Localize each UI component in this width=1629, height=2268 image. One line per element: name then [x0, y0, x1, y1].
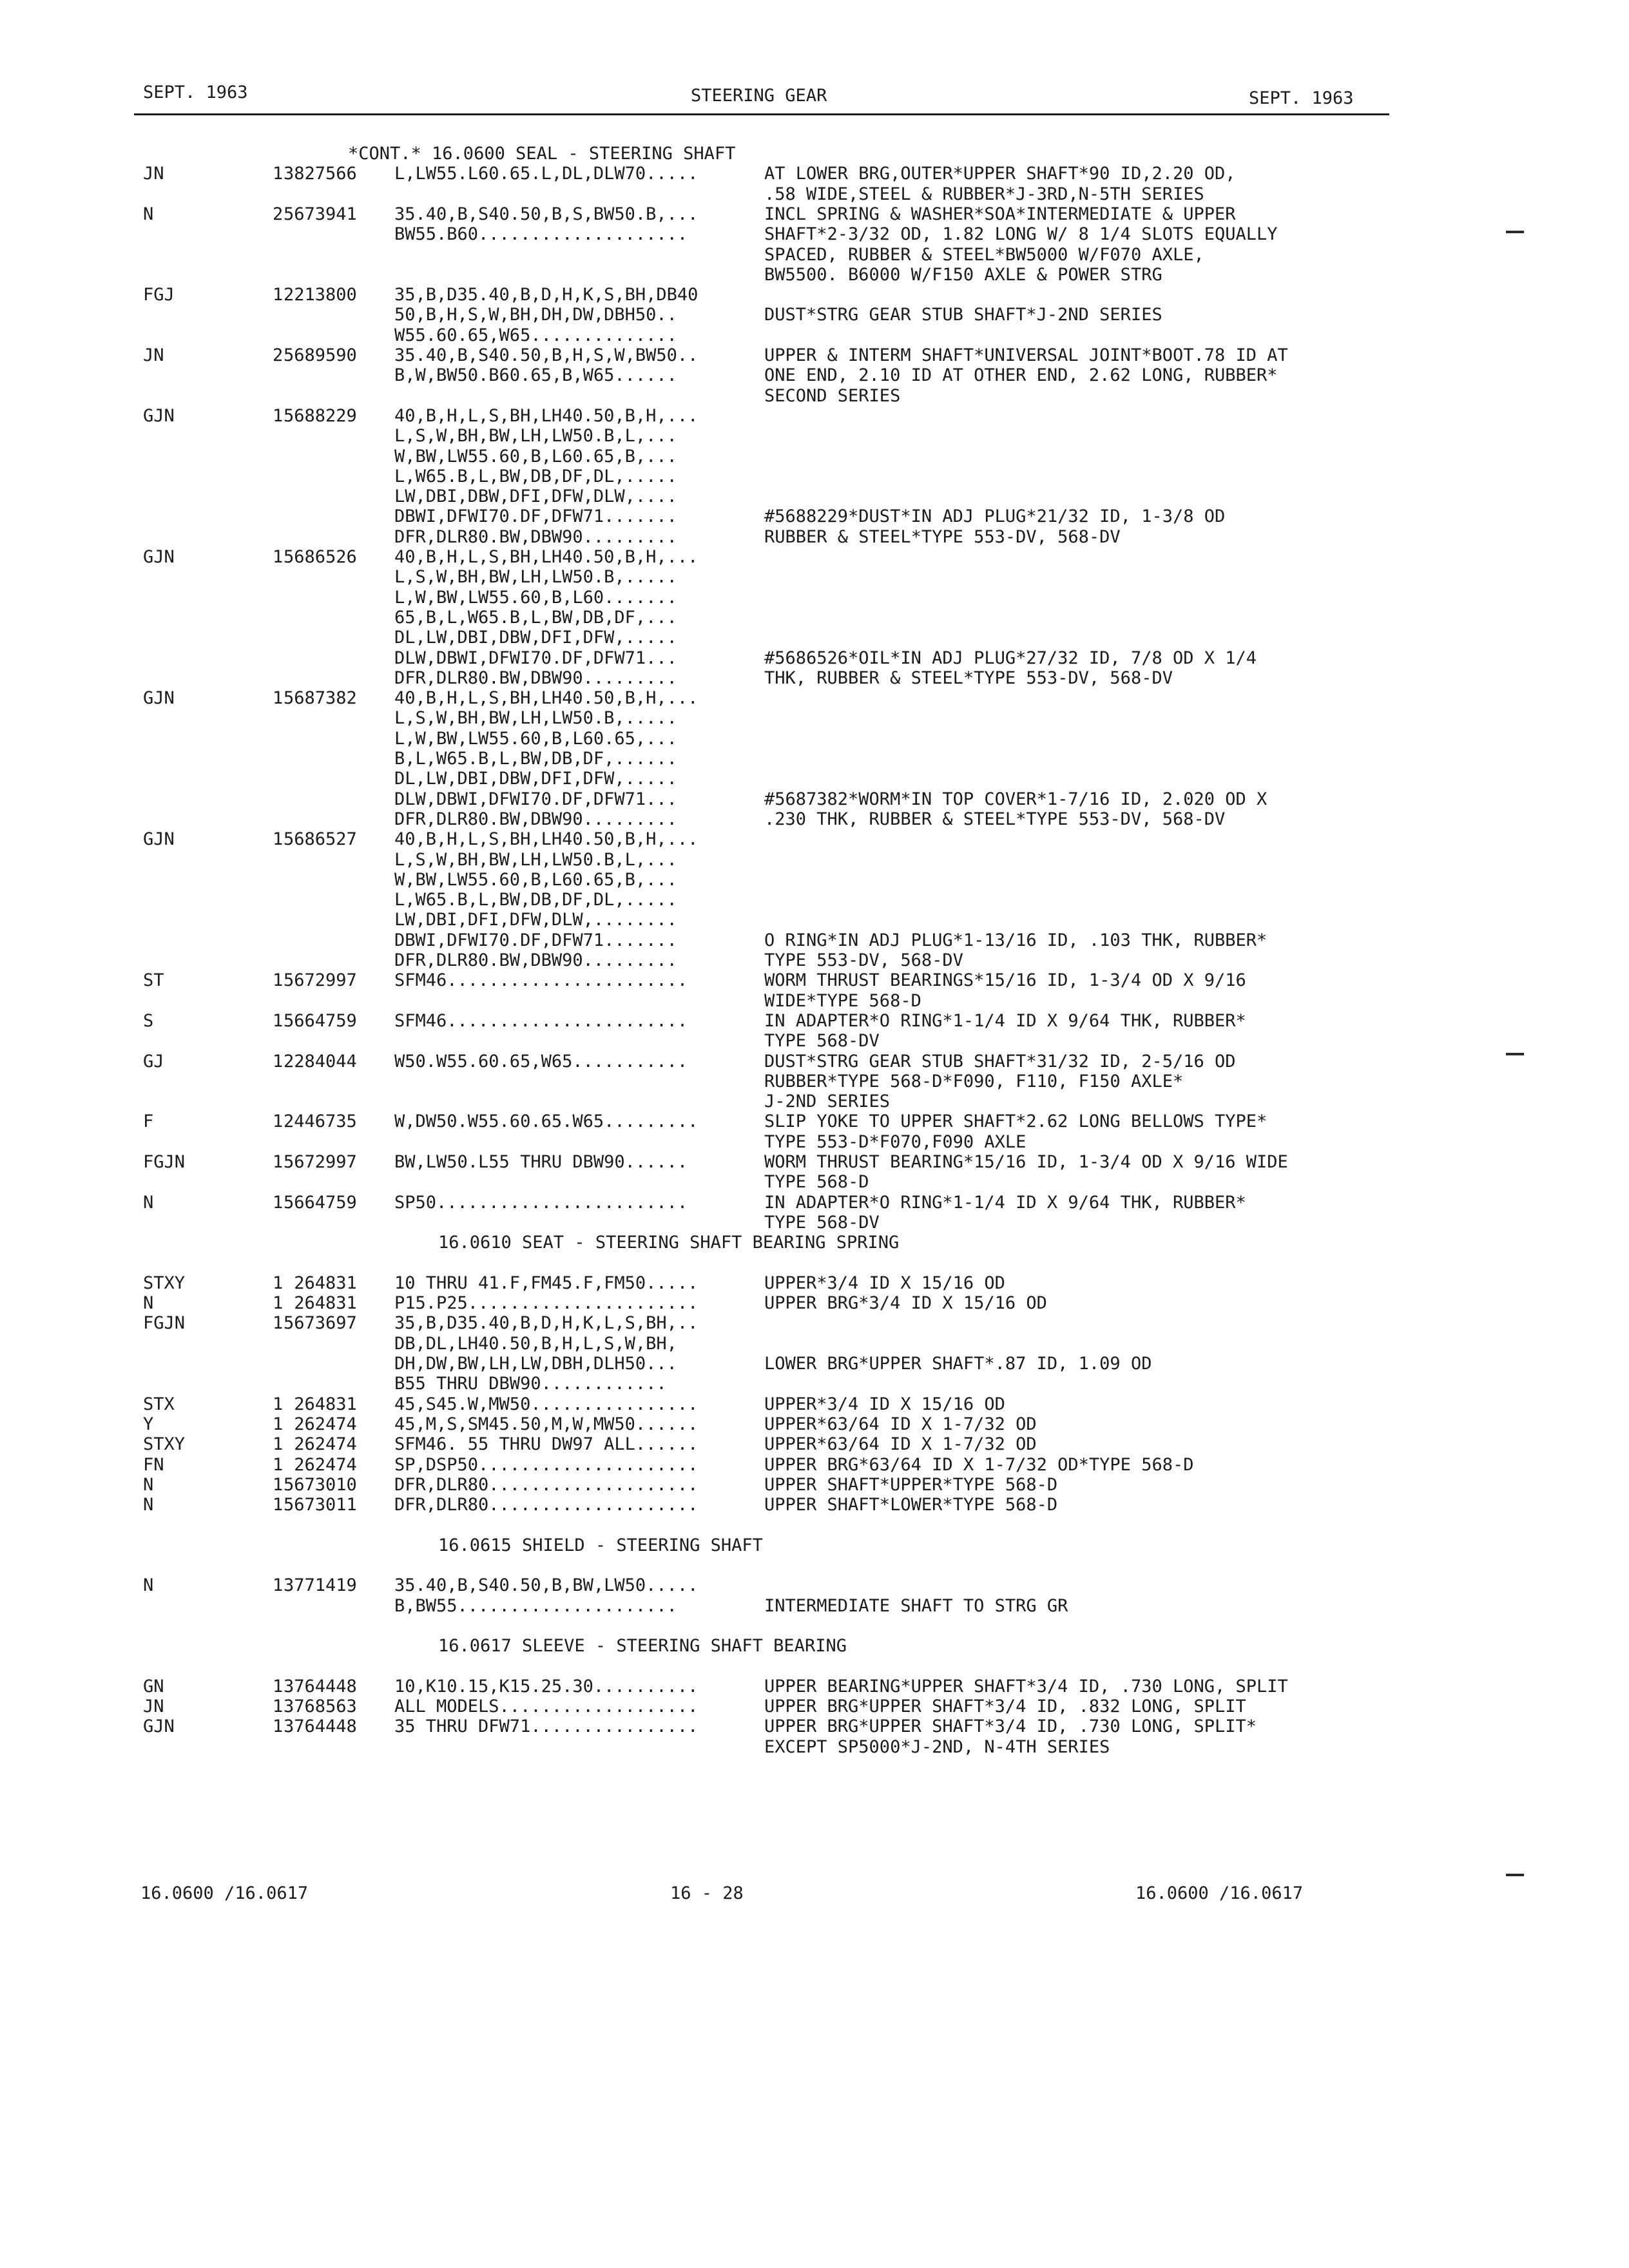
- entry-models: L,W,BW,LW55.60,B,L60.65,...: [394, 728, 677, 749]
- entry-qty: 1: [273, 688, 284, 709]
- entry-models: DB,DL,LH40.50,B,H,L,S,W,BH,: [394, 1333, 677, 1354]
- entry-part-number: 5688229: [284, 405, 357, 426]
- entry-code: N: [143, 1575, 154, 1596]
- entry-qty: 2: [273, 345, 284, 365]
- entry-part-number: 3764448: [284, 1716, 357, 1737]
- entry-description: LOWER BRG*UPPER SHAFT*.87 ID, 1.09 OD: [764, 1354, 1152, 1374]
- entry-description: UPPER BRG*63/64 ID X 1-7/32 OD*TYPE 568-D: [764, 1454, 1194, 1475]
- entry-qty: 1: [273, 1716, 284, 1737]
- entry-description: WORM THRUST BEARINGS*15/16 ID, 1-3/4 OD X 9/16: [764, 970, 1246, 991]
- entry-description: WORM THRUST BEARING*15/16 ID, 1-3/4 OD X 9/16 WIDE: [764, 1152, 1288, 1172]
- section-heading: *CONT.* 16.0600 SEAL - STEERING SHAFT: [348, 144, 736, 164]
- entry-description: AT LOWER BRG,OUTER*UPPER SHAFT*90 ID,2.20 OD,: [764, 164, 1236, 184]
- entry-description: #5687382*WORM*IN TOP COVER*1-7/16 ID, 2.020 OD X: [764, 789, 1268, 809]
- entry-models: SFM46. 55 THRU DW97 ALL......: [394, 1434, 699, 1455]
- entry-description: DUST*STRG GEAR STUB SHAFT*31/32 ID, 2-5/16 OD: [764, 1051, 1236, 1072]
- entry-models: L,S,W,BH,BW,LH,LW50.B,L,...: [394, 426, 677, 447]
- entry-models: P15.P25......................: [394, 1293, 699, 1314]
- entry-models: B55 THRU DBW90............: [394, 1374, 667, 1394]
- entry-part-number: 5673941: [284, 204, 357, 224]
- entry-models: L,W65.B,L,BW,DB,DF,DL,.....: [394, 890, 677, 910]
- entry-part-number: 262474: [284, 1454, 357, 1475]
- section-heading: 16.0615 SHIELD - STEERING SHAFT: [438, 1535, 763, 1555]
- entry-models: DFR,DLR80.BW,DBW90.........: [394, 668, 677, 688]
- entry-qty: 1: [273, 1010, 284, 1031]
- entry-models: L,W65.B,L,BW,DB,DF,DL,.....: [394, 466, 677, 486]
- entry-models: DBWI,DFWI70.DF,DFW71.......: [394, 506, 677, 527]
- entry-code: JN: [143, 1696, 164, 1717]
- entry-description: SPACED, RUBBER & STEEL*BW5000 W/F070 AXLE,: [764, 244, 1204, 265]
- entry-part-number: 3771419: [284, 1575, 357, 1596]
- entry-qty: 1: [273, 1454, 284, 1475]
- entry-qty: 1: [273, 164, 284, 184]
- entry-description: BW5500. B6000 W/F150 AXLE & POWER STRG: [764, 264, 1162, 285]
- entry-qty: 1: [273, 547, 284, 567]
- entry-models: DFR,DLR80....................: [394, 1474, 699, 1495]
- entry-models: DFR,DLR80.BW,DBW90.........: [394, 809, 677, 829]
- entry-qty: 1: [273, 1273, 284, 1293]
- entry-part-number: 5664759: [284, 1010, 357, 1031]
- entry-part-number: 5664759: [284, 1192, 357, 1213]
- entry-code: STXY: [143, 1434, 186, 1455]
- entry-models: 35,B,D35.40,B,D,H,K,L,S,BH,..: [394, 1313, 699, 1334]
- entry-models: DL,LW,DBI,DBW,DFI,DFW,.....: [394, 769, 677, 789]
- header-center: STEERING GEAR: [691, 86, 827, 106]
- entry-part-number: 5687382: [284, 688, 357, 709]
- entry-code: N: [143, 1293, 154, 1314]
- entry-models: L,S,W,BH,BW,LH,LW50.B,L,...: [394, 849, 677, 870]
- entry-code: Y: [143, 1414, 154, 1434]
- entry-models: DL,LW,DBI,DBW,DFI,DFW,.....: [394, 628, 677, 648]
- entry-description: .58 WIDE,STEEL & RUBBER*J-3RD,N-5TH SERIES: [764, 184, 1204, 204]
- entry-models: 40,B,H,L,S,BH,LH40.50,B,H,...: [394, 829, 699, 850]
- entry-models: SP,DSP50.....................: [394, 1454, 699, 1475]
- entry-description: IN ADAPTER*O RING*1-1/4 ID X 9/64 THK, RUBBER*: [764, 1192, 1246, 1213]
- entry-code: S: [143, 1010, 154, 1031]
- entry-models: 35.40,B,S40.50,B,S,BW50.B,...: [394, 204, 699, 224]
- entry-code: FN: [143, 1454, 164, 1475]
- entry-models: BW55.B60....................: [394, 224, 688, 245]
- entry-models: L,S,W,BH,BW,LH,LW50.B,.....: [394, 708, 677, 729]
- entry-models: LW,DBI,DFI,DFW,DLW,........: [394, 910, 677, 930]
- entry-models: 35,B,D35.40,B,D,H,K,S,BH,DB40: [394, 285, 699, 305]
- entry-description: UPPER*63/64 ID X 1-7/32 OD: [764, 1434, 1037, 1455]
- entry-code: GJN: [143, 688, 175, 709]
- entry-part-number: 5689590: [284, 345, 357, 365]
- entry-description: TYPE 553-DV, 568-DV: [764, 950, 963, 970]
- entry-models: SFM46.......................: [394, 1010, 688, 1031]
- entry-part-number: 5673010: [284, 1474, 357, 1495]
- entry-models: 40,B,H,L,S,BH,LH40.50,B,H,...: [394, 547, 699, 567]
- entry-description: EXCEPT SP5000*J-2ND, N-4TH SERIES: [764, 1736, 1110, 1757]
- entry-qty: 1: [273, 1192, 284, 1213]
- entry-qty: 1: [273, 1495, 284, 1515]
- entry-code: FGJN: [143, 1313, 186, 1334]
- entry-models: 40,B,H,L,S,BH,LH40.50,B,H,...: [394, 688, 699, 709]
- entry-part-number: 5673697: [284, 1313, 357, 1334]
- entry-description: .230 THK, RUBBER & STEEL*TYPE 553-DV, 568-DV: [764, 809, 1226, 829]
- entry-description: TYPE 568-DV: [764, 1212, 880, 1233]
- entry-code: GJN: [143, 829, 175, 850]
- entry-qty: 1: [273, 1575, 284, 1596]
- entry-description: UPPER BRG*UPPER SHAFT*3/4 ID, .832 LONG, SPLIT: [764, 1696, 1246, 1717]
- entry-models: DFR,DLR80.BW,DBW90.........: [394, 526, 677, 547]
- entry-models: BW,LW50.L55 THRU DBW90......: [394, 1152, 688, 1172]
- entry-models: L,LW55.L60.65.L,DL,DLW70.....: [394, 164, 699, 184]
- entry-part-number: 262474: [284, 1414, 357, 1434]
- header-left: SEPT. 1963: [143, 82, 248, 102]
- section-heading: 16.0617 SLEEVE - STEERING SHAFT BEARING: [438, 1636, 847, 1657]
- entry-models: 35 THRU DFW71................: [394, 1716, 699, 1737]
- entry-description: TYPE 568-DV: [764, 1031, 880, 1052]
- entry-code: STX: [143, 1394, 175, 1414]
- entry-models: DBWI,DFWI70.DF,DFW71.......: [394, 930, 677, 950]
- header-rule: [134, 113, 1389, 115]
- footer-page-number: 16 - 28: [670, 1883, 744, 1903]
- entry-models: LW,DBI,DBW,DFI,DFW,DLW,....: [394, 486, 677, 507]
- entry-models: DFR,DLR80.BW,DBW90.........: [394, 950, 677, 970]
- section-heading: 16.0610 SEAT - STEERING SHAFT BEARING SPRING: [438, 1233, 900, 1253]
- entry-description: SECOND SERIES: [764, 385, 901, 406]
- entry-models: 35.40,B,S40.50,B,H,S,W,BW50..: [394, 345, 699, 365]
- entry-part-number: 2284044: [284, 1051, 357, 1072]
- footer-left: 16.0600 /16.0617: [140, 1883, 309, 1903]
- entry-models: 65,B,L,W65.B,L,BW,DB,DF,...: [394, 607, 677, 628]
- entry-code: JN: [143, 345, 164, 365]
- entry-part-number: 262474: [284, 1434, 357, 1455]
- entry-part-number: 5672997: [284, 970, 357, 991]
- entry-models: 35.40,B,S40.50,B,BW,LW50.....: [394, 1575, 699, 1596]
- entry-models: L,W,BW,LW55.60,B,L60.......: [394, 587, 677, 608]
- entry-description: TYPE 568-D: [764, 1172, 869, 1193]
- entry-code: N: [143, 1192, 154, 1213]
- entry-models: SFM46.......................: [394, 970, 688, 991]
- entry-description: UPPER BEARING*UPPER SHAFT*3/4 ID, .730 LONG, SPLIT: [764, 1676, 1288, 1696]
- entry-models: W50.W55.60.65,W65...........: [394, 1051, 688, 1072]
- entry-description: UPPER*3/4 ID X 15/16 OD: [764, 1273, 1005, 1293]
- entry-description: SLIP YOKE TO UPPER SHAFT*2.62 LONG BELLOWS TYPE*: [764, 1111, 1268, 1132]
- entry-code: ST: [143, 970, 164, 991]
- entry-code: GJ: [143, 1051, 164, 1072]
- entry-qty: 1: [273, 285, 284, 305]
- entry-qty: 1: [273, 1474, 284, 1495]
- entry-code: N: [143, 1495, 154, 1515]
- entry-description: UPPER SHAFT*LOWER*TYPE 568-D: [764, 1495, 1058, 1515]
- entry-description: THK, RUBBER & STEEL*TYPE 553-DV, 568-DV: [764, 668, 1173, 688]
- footer-right: 16.0600 /16.0617: [1135, 1883, 1304, 1903]
- entry-description: UPPER*3/4 ID X 15/16 OD: [764, 1394, 1005, 1414]
- entry-models: 10,K10.15,K15.25.30..........: [394, 1676, 699, 1696]
- entry-qty: 1: [273, 1152, 284, 1172]
- entry-description: SHAFT*2-3/32 OD, 1.82 LONG W/ 8 1/4 SLOTS EQUALLY: [764, 224, 1278, 245]
- entry-models: DH,DW,BW,LH,LW,DBH,DLH50...: [394, 1354, 677, 1374]
- entry-models: B,W,BW50.B60.65,B,W65......: [394, 365, 677, 386]
- entry-qty: 1: [273, 1414, 284, 1434]
- entry-description: INCL SPRING & WASHER*SOA*INTERMEDIATE & UPPER: [764, 204, 1236, 224]
- entry-code: F: [143, 1111, 154, 1132]
- entry-models: W55.60.65,W65..............: [394, 325, 677, 345]
- entry-description: #5686526*OIL*IN ADJ PLUG*27/32 ID, 7/8 OD X 1/4: [764, 648, 1257, 668]
- entry-qty: 1: [273, 829, 284, 850]
- entry-qty: 1: [273, 405, 284, 426]
- entry-models: 10 THRU 41.F,FM45.F,FM50.....: [394, 1273, 699, 1293]
- entry-part-number: 264831: [284, 1293, 357, 1314]
- entry-description: UPPER*63/64 ID X 1-7/32 OD: [764, 1414, 1037, 1434]
- entry-code: STXY: [143, 1273, 186, 1293]
- entry-models: L,S,W,BH,BW,LH,LW50.B,.....: [394, 567, 677, 588]
- entry-part-number: 5686526: [284, 547, 357, 567]
- entry-models: W,BW,LW55.60,B,L60.65,B,...: [394, 446, 677, 466]
- entry-models: W,BW,LW55.60,B,L60.65,B,...: [394, 869, 677, 890]
- margin-mark: [1506, 1053, 1524, 1055]
- entry-part-number: 2446735: [284, 1111, 357, 1132]
- entry-models: DFR,DLR80....................: [394, 1495, 699, 1515]
- entry-part-number: 5686527: [284, 829, 357, 850]
- entry-qty: 1: [273, 1434, 284, 1455]
- entry-description: UPPER BRG*3/4 ID X 15/16 OD: [764, 1293, 1047, 1314]
- entry-models: SP50........................: [394, 1192, 688, 1213]
- entry-part-number: 2213800: [284, 285, 357, 305]
- entry-qty: 2: [273, 204, 284, 224]
- entry-code: FGJN: [143, 1152, 186, 1172]
- entry-qty: 1: [273, 1394, 284, 1414]
- entry-code: N: [143, 204, 154, 224]
- entry-models: B,BW55.....................: [394, 1595, 677, 1616]
- entry-models: DLW,DBWI,DFWI70.DF,DFW71...: [394, 648, 677, 668]
- entry-models: 45,S45.W,MW50................: [394, 1394, 699, 1414]
- entry-description: TYPE 553-D*F070,F090 AXLE: [764, 1131, 1027, 1152]
- margin-mark: [1506, 1874, 1524, 1876]
- entry-description: UPPER & INTERM SHAFT*UNIVERSAL JOINT*BOOT.78 ID AT: [764, 345, 1288, 365]
- entry-description: #5688229*DUST*IN ADJ PLUG*21/32 ID, 1-3/8 OD: [764, 506, 1226, 527]
- entry-description: DUST*STRG GEAR STUB SHAFT*J-2ND SERIES: [764, 305, 1162, 325]
- entry-code: GN: [143, 1676, 164, 1696]
- entry-part-number: 3764448: [284, 1676, 357, 1696]
- entry-part-number: 5673011: [284, 1495, 357, 1515]
- entry-models: ALL MODELS...................: [394, 1696, 699, 1717]
- entry-description: WIDE*TYPE 568-D: [764, 990, 921, 1011]
- entry-models: 50,B,H,S,W,BH,DH,DW,DBH50..: [394, 305, 677, 325]
- entry-description: O RING*IN ADJ PLUG*1-13/16 ID, .103 THK, RUBBER*: [764, 930, 1268, 950]
- entry-code: GJN: [143, 547, 175, 567]
- entry-part-number: 264831: [284, 1273, 357, 1293]
- entry-models: DLW,DBWI,DFWI70.DF,DFW71...: [394, 789, 677, 809]
- entry-part-number: 264831: [284, 1394, 357, 1414]
- entry-models: 40,B,H,L,S,BH,LH40.50,B,H,...: [394, 405, 699, 426]
- entry-description: IN ADAPTER*O RING*1-1/4 ID X 9/64 THK, RUBBER*: [764, 1010, 1246, 1031]
- entry-part-number: 3827566: [284, 164, 357, 184]
- entry-description: RUBBER*TYPE 568-D*F090, F110, F150 AXLE*: [764, 1071, 1184, 1091]
- entry-part-number: 5672997: [284, 1152, 357, 1172]
- entry-description: INTERMEDIATE SHAFT TO STRG GR: [764, 1595, 1068, 1616]
- entry-code: GJN: [143, 405, 175, 426]
- entry-code: JN: [143, 164, 164, 184]
- entry-part-number: 3768563: [284, 1696, 357, 1717]
- entry-description: RUBBER & STEEL*TYPE 553-DV, 568-DV: [764, 526, 1121, 547]
- entry-qty: 1: [273, 1313, 284, 1334]
- entry-description: UPPER SHAFT*UPPER*TYPE 568-D: [764, 1474, 1058, 1495]
- entry-code: FGJ: [143, 285, 175, 305]
- entry-description: ONE END, 2.10 ID AT OTHER END, 2.62 LONG, RUBBER*: [764, 365, 1278, 386]
- entry-description: J-2ND SERIES: [764, 1091, 891, 1112]
- entry-models: 45,M,S,SM45.50,M,W,MW50......: [394, 1414, 699, 1434]
- entry-qty: 1: [273, 1111, 284, 1132]
- entry-qty: 1: [273, 970, 284, 991]
- entry-models: B,L,W65.B,L,BW,DB,DF,......: [394, 749, 677, 769]
- margin-mark: [1506, 231, 1524, 233]
- entry-qty: 1: [273, 1293, 284, 1314]
- header-right: SEPT. 1963: [1249, 88, 1354, 108]
- entry-code: N: [143, 1474, 154, 1495]
- entry-qty: 1: [273, 1676, 284, 1696]
- entry-code: GJN: [143, 1716, 175, 1737]
- entry-description: UPPER BRG*UPPER SHAFT*3/4 ID, .730 LONG, SPLIT*: [764, 1716, 1257, 1737]
- entry-qty: 1: [273, 1051, 284, 1072]
- entry-qty: 1: [273, 1696, 284, 1717]
- entry-models: W,DW50.W55.60.65.W65.........: [394, 1111, 699, 1132]
